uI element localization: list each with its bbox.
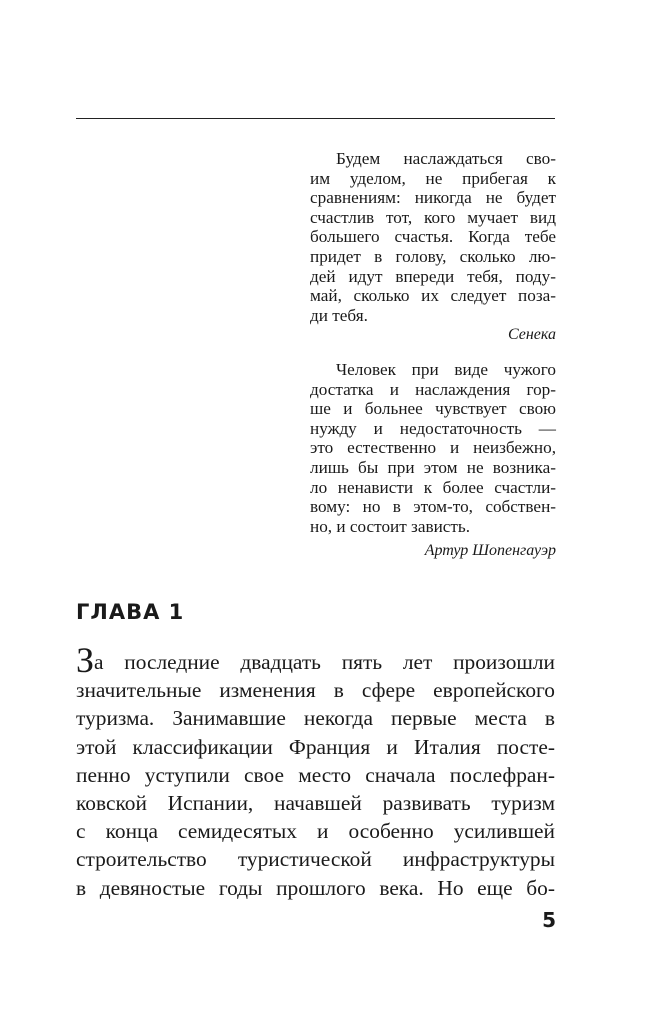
body-line: туризма. Занимавшие некогда первые места в bbox=[76, 706, 555, 731]
epigraph-seneca bbox=[310, 149, 556, 325]
epigraph-line: им уделом, не прибегая к bbox=[310, 168, 556, 188]
body-line: ковской Испании, начавшей развивать туризм bbox=[76, 791, 555, 816]
epigraph-line: счастлив тот, кого мучает вид bbox=[310, 207, 556, 227]
body-line bbox=[76, 640, 555, 680]
epigraph-line: ло ненависти к более счастли- bbox=[310, 477, 556, 497]
chapter-title: ГЛАВА 1 bbox=[76, 600, 185, 624]
epigraph-line: лишь бы при этом не возника- bbox=[310, 457, 556, 477]
epigraph-author: Сенека bbox=[507, 326, 556, 343]
epigraph-line: но, и состоит зависть. bbox=[310, 516, 471, 536]
epigraph-line: достатка и наслаждения гор- bbox=[310, 379, 556, 399]
body-paragraph bbox=[76, 640, 555, 902]
body-line: с конца семидесятых и особенно усилившей bbox=[76, 819, 555, 844]
epigraph-line: нужду и недостаточность — bbox=[310, 418, 556, 438]
body-line: в девяностые годы прошлого века. Но еще бо- bbox=[76, 875, 555, 900]
body-line: значительные изменения в сфере европейского bbox=[76, 678, 555, 703]
dropcap: З bbox=[76, 640, 95, 680]
epigraph-line: дей идут впереди тебя, поду- bbox=[310, 266, 556, 286]
header-rule bbox=[76, 118, 555, 119]
epigraph-line: это естественно и неизбежно, bbox=[310, 438, 556, 458]
epigraph-line: придет в голову, сколько лю- bbox=[310, 246, 556, 266]
body-line: этой классификации Франция и Италия посте- bbox=[76, 734, 555, 759]
epigraph-schopenhauer bbox=[310, 360, 556, 536]
body-line: строительство туристической инфраструктуры bbox=[76, 847, 555, 872]
epigraph-line: сравнениям: никогда не будет bbox=[310, 188, 556, 208]
epigraph-line: май, сколько их следует поза- bbox=[310, 286, 556, 306]
epigraph-line: вому: но в этом-то, собствен- bbox=[310, 497, 556, 517]
epigraph-line: большего счастья. Когда тебе bbox=[310, 227, 556, 247]
epigraph-line: ди тебя. bbox=[310, 305, 368, 325]
epigraph-line: Человек при виде чужого bbox=[336, 360, 556, 379]
body-line: пенно уступили свое место сначала послефран- bbox=[76, 762, 555, 787]
body-line-text: а последние двадцать пять лет произошли bbox=[94, 650, 555, 674]
page-number: 5 bbox=[542, 908, 556, 932]
epigraph-line: Будем наслаждаться сво- bbox=[336, 149, 556, 168]
epigraph-line: ше и больнее чувствует свою bbox=[310, 399, 556, 419]
epigraph-author: Артур Шопенгауэр bbox=[424, 542, 556, 559]
